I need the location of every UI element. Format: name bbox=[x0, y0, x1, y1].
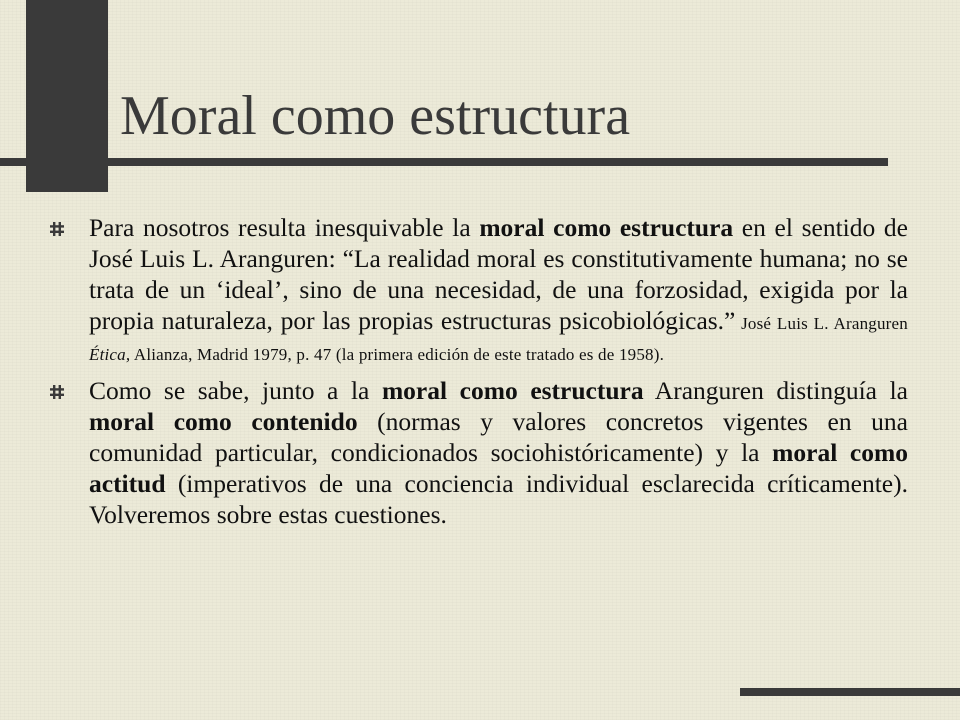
bullet-2-text-2: Aranguren distinguía la bbox=[643, 376, 908, 405]
slide-title: Moral como estructura bbox=[120, 85, 631, 147]
bullet-1-bold-term: moral como estructura bbox=[479, 213, 734, 242]
bullet-item-2 bbox=[56, 375, 908, 530]
bullet-1-text: Para nosotros resulta inesquivable la bbox=[89, 213, 480, 242]
hash-bullet-icon bbox=[49, 384, 65, 400]
bottom-accent-rule bbox=[740, 688, 960, 696]
citation-book-title: Ética, bbox=[89, 345, 131, 364]
bullet-2-text-1: Como se sabe, junto a la bbox=[89, 376, 382, 405]
bullet-2-text-3: (normas y valores concretos vigentes en una comunidad particular, condicionados sociohistóricamente) y la bbox=[89, 407, 908, 467]
slide-content bbox=[56, 212, 908, 530]
bullet-2-bold-estructura: moral como estructura bbox=[381, 376, 644, 405]
bullet-1-quote: en el sentido de José Luis L. Aranguren: “La realidad moral es constitutivamente humana; no se trata de un ‘ideal’, sino de una necesidad, de una forzosidad, exigida por la propia naturaleza, por las propias estructuras psicobiológicas.” bbox=[89, 213, 908, 335]
title-underline-rule bbox=[0, 158, 888, 166]
bullet-2-bold-contenido: moral como contenido bbox=[89, 407, 358, 436]
bullet-2-text-4: (imperativos de una conciencia individual esclarecida críticamente). Volveremos sobre estas cuestiones. bbox=[89, 469, 908, 529]
hash-bullet-icon bbox=[49, 221, 65, 237]
bullet-item-1 bbox=[56, 212, 908, 367]
citation-details: Alianza, Madrid 1979, p. 47 (la primera edición de este tratado es de 1958). bbox=[130, 345, 665, 364]
bullet-2-bold-actitud: moral como actitud bbox=[89, 438, 908, 498]
citation-author: José Luis L. Aranguren bbox=[735, 314, 908, 333]
